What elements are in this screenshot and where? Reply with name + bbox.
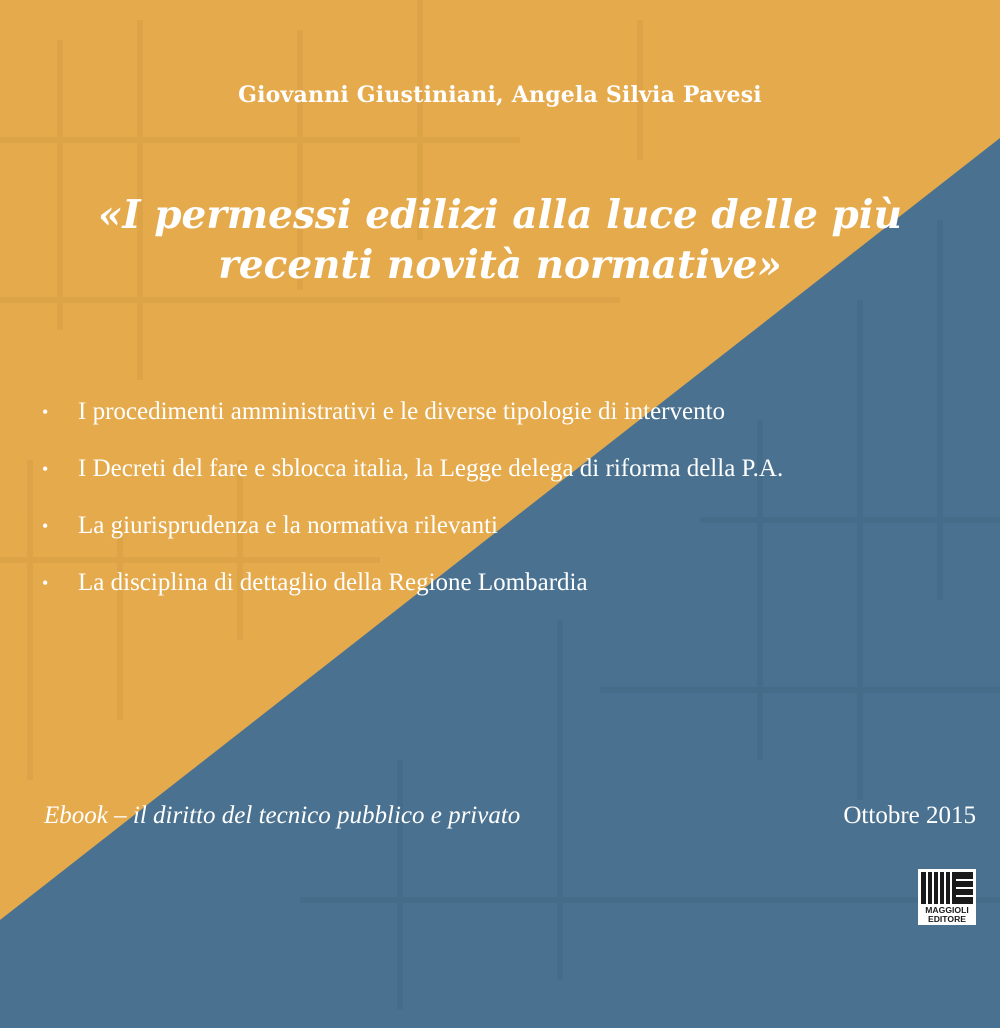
topic-text: La disciplina di dettaglio della Regione Lombardia xyxy=(78,569,588,596)
topic-text: I procedimenti amministrativi e le diverse tipologie di intervento xyxy=(78,398,726,425)
topic-item xyxy=(40,512,980,540)
bullet: • xyxy=(42,516,49,536)
topic-item xyxy=(40,569,980,597)
bullet: • xyxy=(42,573,49,593)
logo-line1: MAGGIOLI xyxy=(925,905,969,915)
publication-date: Ottobre 2015 xyxy=(843,802,976,829)
authors: Giovanni Giustiniani, Angela Silvia Pavesi xyxy=(238,82,762,108)
topic-item xyxy=(40,398,980,426)
bullet: • xyxy=(42,402,49,422)
bullet: • xyxy=(42,459,49,479)
book-title: «I permessi edilizi alla luce delle più recenti novità normative» xyxy=(98,192,902,288)
topics-list xyxy=(40,398,980,626)
series-name: Ebook – il diritto del tecnico pubblico e privato xyxy=(44,802,521,829)
topic-item xyxy=(40,455,980,483)
maggioli-editore-logo xyxy=(918,869,976,925)
topic-text: I Decreti del fare e sblocca italia, la Legge delega di riforma della P.A. xyxy=(78,455,784,482)
topic-text: La giurisprudenza e la normativa rilevanti xyxy=(78,512,498,539)
logo-line2: EDITORE xyxy=(927,914,967,924)
